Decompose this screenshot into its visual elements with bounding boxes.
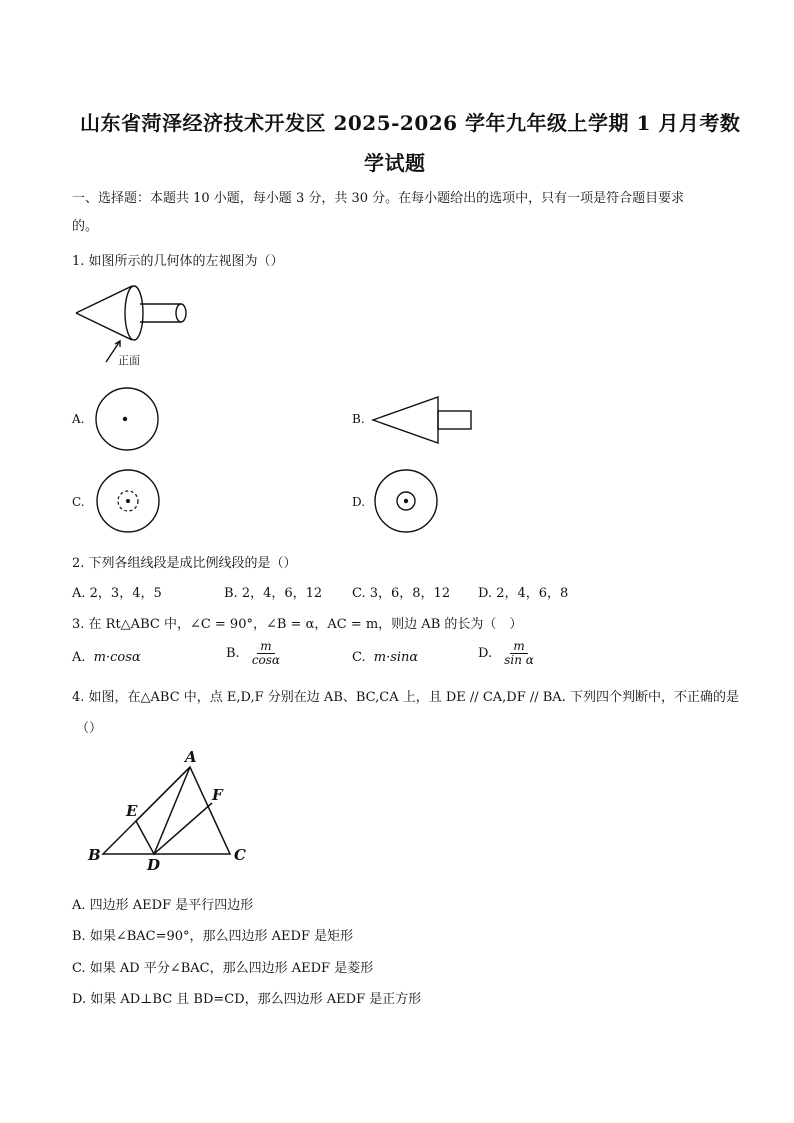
q2-option-c[interactable]: C. 3，6，8，12 xyxy=(352,586,451,601)
q2-option-a[interactable]: A. 2，3，4，5 xyxy=(72,586,162,601)
section-instructions-line1: 一、选择题：本题共 10 小题，每小题 3 分，共 30 分。在每小题给出的选项中，只有一项是符合题目要求 xyxy=(72,191,685,206)
q4-point-label-f: F xyxy=(212,786,223,804)
q1-option-c-label[interactable]: C. xyxy=(72,495,85,509)
q3-option-d-letter: D. xyxy=(478,646,493,662)
q4-vertex-label-a: A xyxy=(185,748,197,766)
q3-option-a-letter: A. xyxy=(72,650,86,665)
q3-option-c-letter: C. xyxy=(352,650,366,665)
q4-option-c[interactable]: C. 如果 AD 平分∠BAC，那么四边形 AEDF 是菱形 xyxy=(72,961,374,976)
q3-option-d-numerator: m xyxy=(510,640,527,654)
section-instructions-line2: 的。 xyxy=(72,219,99,234)
q3-option-b-denominator: cosα xyxy=(251,653,281,668)
q1-option-d-label[interactable]: D. xyxy=(352,495,366,509)
q1-option-b-label[interactable]: B. xyxy=(352,412,365,426)
q3-stem: 3. 在 Rt△ABC 中，∠C = 90°，∠B = α，AC = m，则边 AB 的长为（ ） xyxy=(72,617,523,632)
q4-stem-line1: 4. 如图，在△ABC 中，点 E,D,F 分别在边 AB、BC,CA 上，且 DE // CA,DF // BA. 下列四个判断中，不正确的是 xyxy=(72,690,739,705)
q1-front-label: 正面 xyxy=(118,354,140,367)
q1-stem: 1. 如图所示的几何体的左视图为（） xyxy=(72,254,284,269)
q4-vertex-label-b: B xyxy=(88,846,101,864)
q3-option-a-expr: m·cosα xyxy=(93,650,141,665)
page-title-line1: 山东省菏泽经济技术开发区 2025-2026 学年九年级上学期 1 月月考数 xyxy=(80,111,741,135)
q3-option-d-denominator: sin α xyxy=(504,653,534,668)
q3-option-c-expr: m·sinα xyxy=(373,650,419,665)
q4-vertex-label-c: C xyxy=(234,846,246,864)
q4-option-b[interactable]: B. 如果∠BAC=90°，那么四边形 AEDF 是矩形 xyxy=(72,929,354,944)
q2-option-b[interactable]: B. 2，4，6，12 xyxy=(224,586,323,601)
q4-option-a[interactable]: A. 四边形 AEDF 是平行四边形 xyxy=(72,898,254,913)
q2-stem: 2. 下列各组线段是成比例线段的是（） xyxy=(72,556,297,571)
q4-point-label-e: E xyxy=(126,802,138,820)
q2-option-d[interactable]: D. 2，4，6，8 xyxy=(478,586,569,601)
page-title-line2: 学试题 xyxy=(364,151,426,175)
q3-option-b-numerator: m xyxy=(257,640,274,654)
q1-option-a-label[interactable]: A. xyxy=(72,412,85,426)
q4-option-d[interactable]: D. 如果 AD⊥BC 且 BD=CD，那么四边形 AEDF 是正方形 xyxy=(72,992,422,1007)
q4-stem-line2: （） xyxy=(76,721,103,736)
q3-option-b-letter: B. xyxy=(226,646,240,662)
q4-point-label-d: D xyxy=(147,856,161,874)
